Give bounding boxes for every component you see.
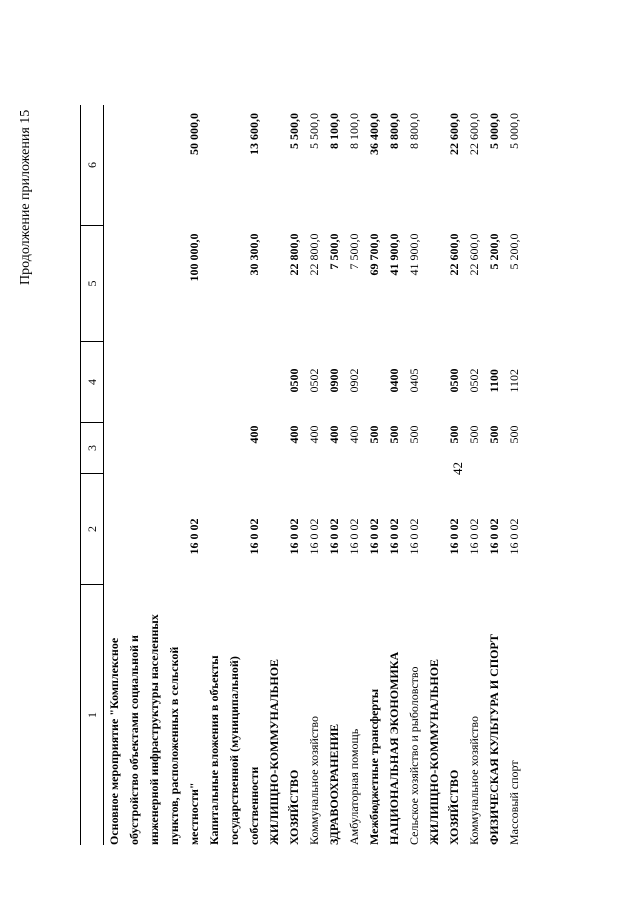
cell-c2: 16 0 02	[487, 518, 501, 555]
cell-c3: 400	[347, 425, 361, 444]
cell-c5: 5 200,0	[507, 233, 521, 270]
cell-c4: 0900	[327, 368, 341, 393]
header-col-4: 4	[81, 342, 104, 423]
cell-c2: 16 0 02	[387, 518, 401, 555]
table-row	[204, 105, 264, 845]
cell-c5: 41 900,0	[407, 233, 421, 276]
cell-c6: 50 000,0	[187, 113, 201, 155]
cell-c6: 8 100,0	[327, 113, 341, 149]
cell-c3: 500	[387, 425, 401, 444]
cell-c6: 22 600,0	[467, 113, 481, 155]
cell-name: Коммунальное хозяйство	[467, 716, 481, 845]
cell-c2: 16 0 02	[507, 518, 521, 555]
cell-c2: 16 0 02	[407, 518, 421, 555]
cell-name: Основное мероприятие "Комплексное обустройство объектами социальной и инженерной инфраструктуры населенных пунктов, расположенных в сельской местности"	[107, 614, 201, 845]
cell-c6: 5 500,0	[307, 113, 321, 149]
table-row	[304, 105, 324, 845]
cell-c3: 500	[447, 425, 461, 444]
cell-c2: 16 0 02	[287, 518, 301, 555]
cell-c2: 16 0 02	[347, 518, 361, 555]
cell-c3: 500	[487, 425, 501, 444]
cell-name: Сельское хозяйство и рыболовство	[407, 666, 421, 845]
cell-c4: 0400	[387, 368, 401, 393]
cell-c4: 0502	[307, 368, 321, 393]
page-number: 42	[450, 462, 465, 475]
cell-c3: 500	[467, 425, 481, 444]
cell-name: ФИЗИЧЕСКАЯ КУЛЬТУРА И СПОРТ	[487, 634, 501, 845]
cell-c3: 400	[247, 425, 261, 444]
cell-c5: 7 500,0	[327, 233, 341, 270]
cell-c5: 22 800,0	[307, 233, 321, 276]
table-row	[404, 105, 424, 845]
cell-c5: 22 800,0	[287, 233, 301, 276]
budget-table	[80, 105, 524, 845]
cell-c3	[104, 423, 205, 474]
table-row	[424, 105, 464, 845]
table-row	[104, 105, 205, 845]
cell-c5: 5 200,0	[487, 233, 501, 270]
cell-c6: 8 800,0	[407, 113, 421, 149]
cell-c3: 500	[407, 425, 421, 444]
table-row	[364, 105, 384, 845]
cell-c6: 8 100,0	[347, 113, 361, 149]
cell-name: Амбулаторная помощь	[347, 728, 361, 845]
table-row	[484, 105, 504, 845]
cell-c4: 0500	[447, 368, 461, 393]
cell-c4: 1100	[487, 369, 501, 393]
cell-c4	[104, 342, 205, 423]
cell-name: ЖИЛИЩНО-КОММУНАЛЬНОЕ ХОЗЯЙСТВО	[267, 658, 301, 845]
cell-c4	[204, 342, 264, 423]
cell-c5: 7 500,0	[347, 233, 361, 270]
cell-c2: 16 0 02	[247, 518, 261, 555]
cell-name: НАЦИОНАЛЬНАЯ ЭКОНОМИКА	[387, 651, 401, 845]
cell-c5: 30 300,0	[247, 233, 261, 276]
header-row	[81, 105, 104, 845]
cell-c6: 22 600,0	[447, 113, 461, 155]
cell-c6: 13 600,0	[247, 113, 261, 155]
cell-c3: 500	[367, 425, 381, 444]
cell-c4: 0405	[407, 368, 421, 393]
cell-c2: 16 0 02	[447, 518, 461, 555]
cell-c3: 400	[327, 425, 341, 444]
cell-c4: 0902	[347, 368, 361, 393]
table-row	[264, 105, 304, 845]
cell-c2: 16 0 02	[467, 518, 481, 555]
continuation-label: Продолжение приложения 15	[18, 109, 33, 285]
cell-c5: 69 700,0	[367, 233, 381, 276]
cell-c2: 16 0 02	[307, 518, 321, 555]
header-col-6: 6	[81, 105, 104, 226]
cell-name: Капитальные вложения в объекты государственной (муниципальной) собственности	[207, 655, 261, 845]
cell-name: Массовый спорт	[507, 760, 521, 845]
cell-c4: 1102	[507, 368, 521, 393]
table-row	[504, 105, 524, 845]
header-col-1: 1	[81, 585, 104, 846]
table-row	[324, 105, 344, 845]
cell-c6: 36 400,0	[367, 113, 381, 155]
cell-c4	[364, 342, 384, 423]
header-col-5: 5	[81, 226, 104, 342]
header-col-3: 3	[81, 423, 104, 474]
cell-c6: 5 000,0	[507, 113, 521, 149]
table-row	[344, 105, 364, 845]
cell-name: ЗДРАВООХРАНЕНИЕ	[327, 723, 341, 845]
header-col-2: 2	[81, 474, 104, 585]
cell-c3: 400	[307, 425, 321, 444]
cell-c5: 22 600,0	[467, 233, 481, 276]
cell-c2: 16 0 02	[367, 518, 381, 555]
cell-name: ЖИЛИЩНО-КОММУНАЛЬНОЕ ХОЗЯЙСТВО	[427, 658, 461, 845]
cell-c5: 41 900,0	[387, 233, 401, 276]
cell-c2: 16 0 02	[187, 518, 201, 555]
cell-c6: 5 000,0	[487, 113, 501, 149]
cell-c3: 400	[287, 425, 301, 444]
cell-c6: 5 500,0	[287, 113, 301, 149]
cell-c2: 16 0 02	[327, 518, 341, 555]
cell-c4: 0502	[467, 368, 481, 393]
cell-c5: 100 000,0	[187, 233, 201, 282]
cell-name: Коммунальное хозяйство	[307, 716, 321, 845]
cell-c3: 500	[507, 425, 521, 444]
cell-c5: 22 600,0	[447, 233, 461, 276]
cell-c6: 8 800,0	[387, 113, 401, 149]
cell-name: Межбюджетные трансферты	[367, 688, 381, 845]
cell-c4: 0500	[287, 368, 301, 393]
table-row	[464, 105, 484, 845]
table-row	[384, 105, 404, 845]
